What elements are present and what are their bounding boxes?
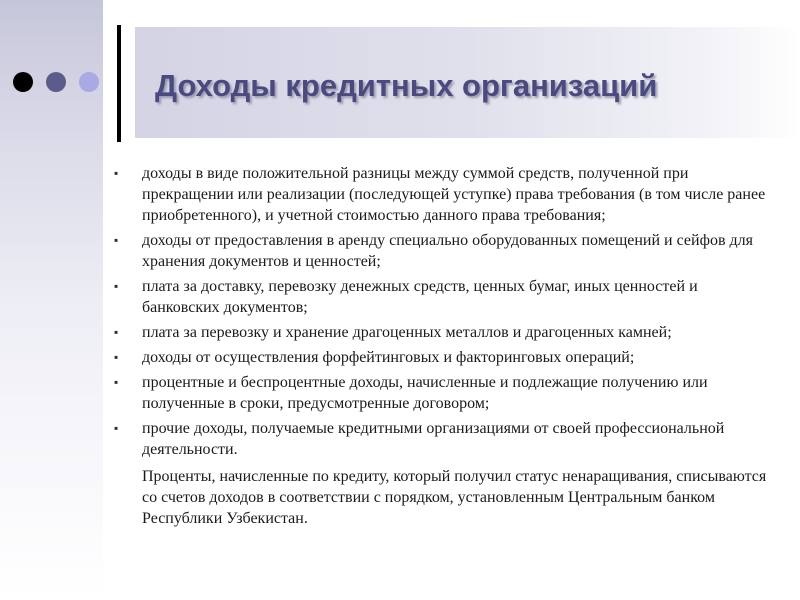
slide-content (114, 163, 779, 529)
list-item (114, 276, 779, 318)
list-item (114, 163, 779, 226)
bullet-marker-icon: ▪ (114, 279, 119, 293)
list-item-text: прочие доходы, получаемые кредитными организациями от своей профессиональной деятельности. (142, 420, 725, 458)
list-item-text: доходы от осуществления форфейтинговых и факторинговых операций; (142, 349, 635, 366)
list-item (114, 347, 779, 368)
bullet-marker-icon: ▪ (114, 350, 119, 364)
list-item-text: доходы от предоставления в аренду специально оборудованных помещений и сейфов для хранения документов и ценностей; (142, 232, 753, 270)
closing-note: Проценты, начисленные по кредиту, который получил статус ненаращивания, списываются со счетов доходов в соответствии с порядком, установленным Центральным банком Республики Узбекистан. (142, 468, 767, 527)
bullet-marker-icon: ▪ (114, 325, 119, 339)
bullet-marker-icon: ▪ (114, 421, 119, 435)
slate-dot-icon (46, 72, 66, 92)
lavender-dot-icon (79, 72, 99, 92)
list-item-text: плата за перевозку и хранение драгоценных металлов и драгоценных камней; (142, 324, 672, 341)
bullet-marker-icon: ▪ (114, 375, 119, 389)
title-divider-line (117, 25, 121, 142)
black-dot-icon (13, 72, 33, 92)
bullet-marker-icon: ▪ (114, 166, 119, 180)
bullet-list (114, 163, 779, 460)
slide-title: Доходы кредитных организаций (155, 68, 658, 103)
list-item (114, 418, 779, 460)
list-item (114, 230, 779, 272)
list-item-text: плата за доставку, перевозку денежных средств, ценных бумаг, иных ценностей и банковских документов; (142, 278, 698, 316)
list-item-text: процентные и беспроцентные доходы, начисленные и подлежащие получению или полученные в сроки, предусмотренные договором; (142, 374, 708, 412)
decor-dots (13, 72, 99, 92)
bullet-marker-icon: ▪ (114, 233, 119, 247)
list-item (114, 322, 779, 343)
list-item-text: доходы в виде положительной разницы между суммой средств, полученной при прекращении или реализации (последующей уступке) права требования (в том числе ранее приобретенного), и учетной стоимостью данного права требования; (142, 165, 766, 224)
list-item (114, 372, 779, 414)
